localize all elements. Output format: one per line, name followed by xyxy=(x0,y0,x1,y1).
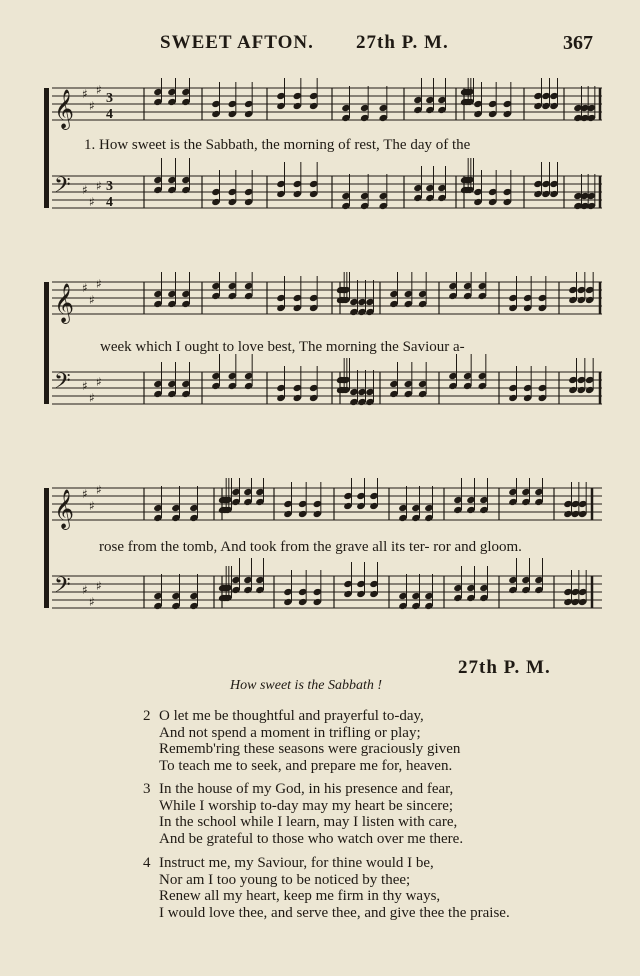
page-number: 367 xyxy=(563,32,593,54)
hymn-tune-title: SWEET AFTON. xyxy=(160,32,314,53)
music-system-3 xyxy=(44,478,604,618)
svg-text:♯: ♯ xyxy=(89,391,95,405)
stanza-line: While I worship to-day may my heart be sincere; xyxy=(159,797,454,814)
stanza-line: Rememb'ring these seasons were graciously given xyxy=(159,741,461,757)
svg-text:𝄞: 𝄞 xyxy=(54,489,75,529)
svg-text:4: 4 xyxy=(106,195,113,210)
music-system-1 xyxy=(44,78,604,218)
svg-text:♯: ♯ xyxy=(82,487,88,501)
svg-text:♯: ♯ xyxy=(89,293,95,307)
stanza-line: In the school while I learn, may I listen with care, xyxy=(159,814,458,830)
stanza-line: I would love thee, and serve thee, and give thee the praise. xyxy=(159,904,510,921)
svg-text:𝄢: 𝄢 xyxy=(54,173,71,203)
svg-text:♯: ♯ xyxy=(89,499,95,513)
stanza-line: O let me be thoughtful and prayerful to-day, xyxy=(159,708,424,724)
svg-text:♯: ♯ xyxy=(96,277,102,291)
svg-text:♯: ♯ xyxy=(82,281,88,295)
svg-text:𝄢: 𝄢 xyxy=(54,573,71,603)
stanza-number: 3 xyxy=(143,781,151,797)
svg-text:𝄞: 𝄞 xyxy=(54,283,75,323)
lyrics-line-2: week which I ought to love best, The morning the Saviour a- xyxy=(100,339,465,355)
hymn-first-line: How sweet is the Sabbath ! xyxy=(230,678,383,693)
stanza-line: And not spend a moment in trifling or play; xyxy=(159,724,421,741)
stanza-number: 4 xyxy=(143,855,151,871)
svg-text:3: 3 xyxy=(106,91,113,106)
svg-text:♯: ♯ xyxy=(96,179,102,193)
stanza-line: In the house of my God, in his presence and fear, xyxy=(159,781,454,797)
svg-text:♯: ♯ xyxy=(82,379,88,393)
svg-text:♯: ♯ xyxy=(96,83,102,97)
stanza-2 xyxy=(143,708,603,774)
svg-text:𝄞: 𝄞 xyxy=(54,89,75,129)
stanza-line: Instruct me, my Saviour, for thine would I be, xyxy=(159,855,434,871)
stanza-line: And be grateful to those who watch over me there. xyxy=(159,830,464,847)
svg-text:♯: ♯ xyxy=(89,195,95,209)
stanza-line: Nor am I too young to be noticed by thee; xyxy=(159,871,411,888)
stanza-3 xyxy=(143,781,603,847)
svg-text:𝄢: 𝄢 xyxy=(54,369,71,399)
stanza-number: 2 xyxy=(143,708,151,724)
hymn-meter-heading: 27th P. M. xyxy=(458,657,551,678)
music-system-2 xyxy=(44,272,604,412)
svg-text:♯: ♯ xyxy=(82,87,88,101)
svg-text:3: 3 xyxy=(106,179,113,194)
svg-text:♯: ♯ xyxy=(82,183,88,197)
svg-text:♯: ♯ xyxy=(89,595,95,609)
stanza-line: Renew all my heart, keep me firm in thy ways, xyxy=(159,888,441,904)
header-meter: 27th P. M. xyxy=(356,32,449,53)
svg-text:♯: ♯ xyxy=(89,99,95,113)
lyrics-line-3: rose from the tomb, And took from the grave all its ter- ror and gloom. xyxy=(99,539,522,555)
lyrics-line-1: 1. How sweet is the Sabbath, the morning of rest, The day of the xyxy=(84,137,471,153)
stanza-line: To teach me to seek, and prepare me for, heaven. xyxy=(159,757,453,774)
svg-text:4: 4 xyxy=(106,107,113,122)
svg-text:♯: ♯ xyxy=(96,375,102,389)
svg-text:♯: ♯ xyxy=(82,583,88,597)
svg-text:♯: ♯ xyxy=(96,579,102,593)
svg-text:♯: ♯ xyxy=(96,483,102,497)
stanza-4 xyxy=(143,855,603,921)
